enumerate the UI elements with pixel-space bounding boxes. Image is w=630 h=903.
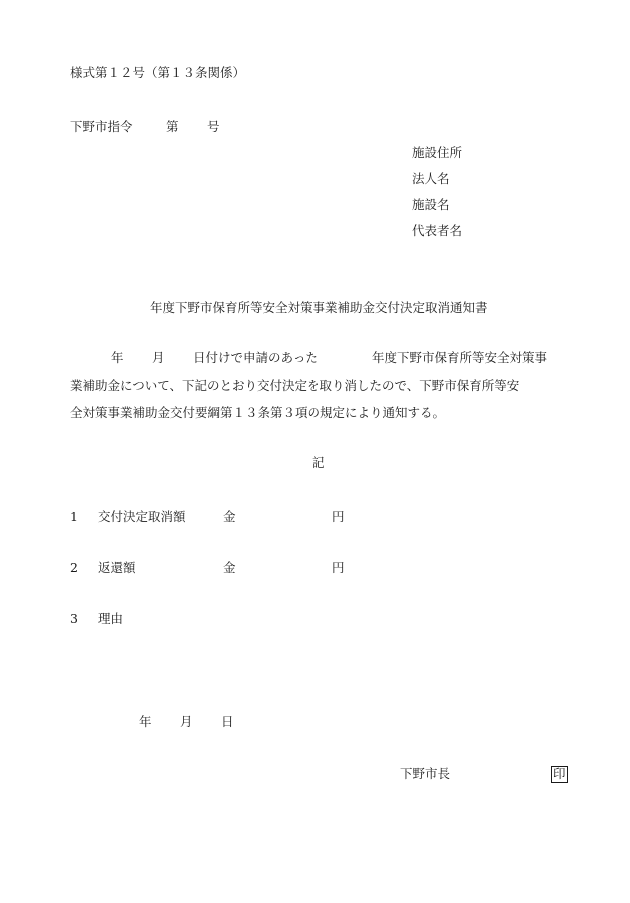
form-label: 様式第１２号（第１３条関係） — [70, 65, 246, 80]
item-2-yen: 円 — [332, 560, 345, 575]
item-3-number: 3 — [70, 611, 78, 626]
recipient-representative-name: 代表者名 — [412, 223, 463, 238]
body-month: 月 — [152, 350, 165, 365]
body-line3: 全対策事業補助金交付要綱第１３条第３項の規定により通知する。 — [70, 405, 446, 420]
item-1-kin: 金 — [223, 509, 236, 524]
document-title: 年度下野市保育所等安全対策事業補助金交付決定取消通知書 — [150, 300, 488, 315]
item-1-yen: 円 — [332, 509, 345, 524]
recipient-facility-address: 施設住所 — [412, 145, 463, 160]
recipient-corporation-name: 法人名 — [412, 171, 450, 186]
item-1-number: 1 — [70, 509, 78, 524]
seal-mark: 印 — [553, 766, 566, 781]
date-day: 日 — [221, 714, 234, 729]
body-day-prefix: 日付けで申請のあった — [193, 350, 318, 365]
seal-stamp — [551, 766, 568, 783]
body-year: 年 — [111, 350, 124, 365]
body-line2: 業補助金について、下記のとおり交付決定を取り消したので、下野市保育所等安 — [70, 378, 520, 393]
signature-mayor: 下野市長 — [400, 766, 451, 781]
item-3-label: 理由 — [98, 611, 124, 626]
ki-heading: 記 — [312, 455, 325, 470]
body-line1-rest: 年度下野市保育所等安全対策事 — [372, 350, 548, 365]
date-month: 月 — [180, 714, 193, 729]
item-2-label: 返還額 — [98, 560, 136, 575]
item-1-label: 交付決定取消額 — [98, 509, 186, 524]
item-2-number: 2 — [70, 560, 78, 575]
doc-number-prefix: 下野市指令 — [70, 119, 133, 134]
item-2-kin: 金 — [223, 560, 236, 575]
recipient-facility-name: 施設名 — [412, 197, 450, 212]
doc-number-go: 号 — [207, 119, 220, 134]
doc-number-dai: 第 — [166, 119, 179, 134]
date-year: 年 — [139, 714, 152, 729]
